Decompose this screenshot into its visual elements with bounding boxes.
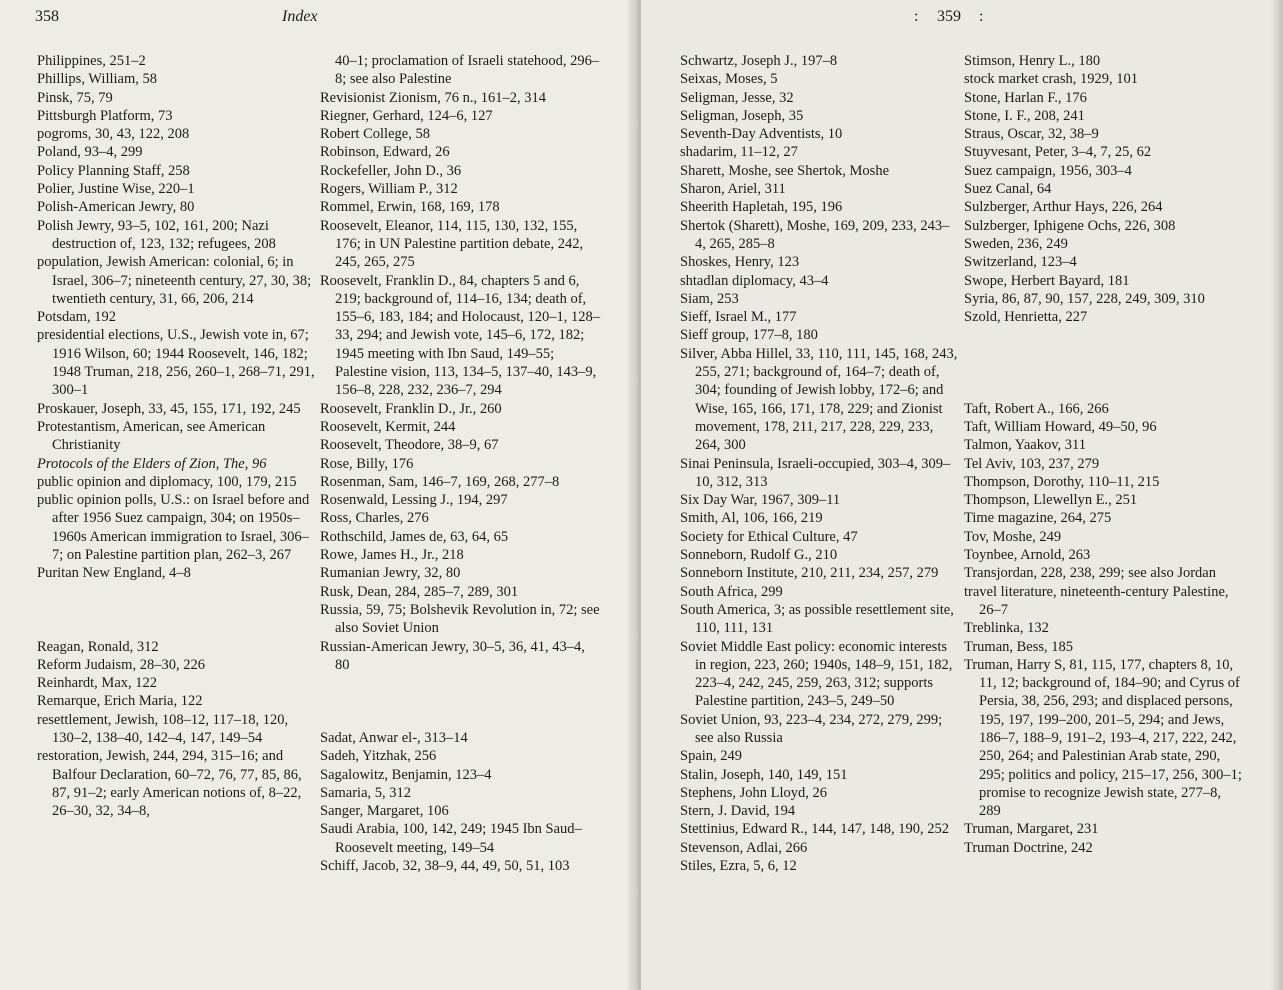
section-gap [964,381,1244,399]
index-entry: Roosevelt, Kermit, 244 [320,418,456,435]
index-entry: Truman, Harry S, 81, 115, 177, chapters 8, 10, 11, 12; background of, 184–90; and Cyrus of Persia, 38, 256, 293; and displaced persons, 195, 197, 199–200, 201–5, 294; and Jews, 186–7, 188–9, 191–2, 193–4, 217, 222, 242, 250, 264; and Palestinian Arab state, 290, 295; politics and policy, 215–17, 256, 300–1; promise to recognize Jewish state, 277–8, 289 [964,656,1242,820]
index-entry: Sonneborn Institute, 210, 211, 234, 257, 279 [680,565,939,582]
header-ornament: : [979,8,984,25]
section-gap [320,674,600,692]
index-entry: Sieff group, 177–8, 180 [680,327,818,344]
index-entry: Rosenwald, Lessing J., 194, 297 [320,492,508,509]
index-entry: Sinai Peninsula, Israeli-occupied, 303–4, 309–10, 312, 313 [680,455,951,490]
index-entry: Sadat, Anwar el-, 313–14 [320,729,468,746]
index-entry: Stone, I. F., 208, 241 [964,107,1085,124]
section-gap [37,601,317,619]
index-entry: Protocols of the Elders of Zion, The, 96 [37,455,267,472]
index-entry: Sheerith Hapletah, 195, 196 [680,199,843,216]
index-entry: Rose, Billy, 176 [320,455,414,472]
index-entry: Switzerland, 123–4 [964,254,1077,271]
index-entry: Russian-American Jewry, 30–5, 36, 41, 43–4, 80 [320,638,585,673]
index-entry: Society for Ethical Culture, 47 [680,528,858,545]
index-entry: Polier, Justine Wise, 220–1 [37,181,195,198]
index-entry: Poland, 93–4, 299 [37,144,143,161]
index-entry: Reform Judaism, 28–30, 226 [37,656,205,673]
section-gap [320,711,600,729]
index-entry: stock market crash, 1929, 101 [964,71,1138,88]
index-entry: Ross, Charles, 276 [320,510,429,527]
index-entry: Rosenman, Sam, 146–7, 169, 268, 277–8 [320,473,560,490]
index-entry: Six Day War, 1967, 309–11 [680,492,841,509]
index-entry: Policy Planning Staff, 258 [37,162,190,179]
index-entry: Sharett, Moshe, see Shertok, Moshe [680,162,890,179]
index-entry: Stevenson, Adlai, 266 [680,839,808,856]
index-entry: Robert College, 58 [320,126,430,143]
index-entry: Suez Canal, 64 [964,181,1052,198]
header-ornament: : [914,8,919,25]
index-column-4 [964,52,1244,857]
index-entry: population, Jewish American: colonial, 6; in Israel, 306–7; nineteenth century, 27, 30, 38; twentieth century, 31, 66, 206, 214 [37,254,312,307]
index-entry: Szold, Henrietta, 227 [964,309,1088,326]
index-entry: Pittsburgh Platform, 73 [37,107,173,124]
index-entry: Sagalowitz, Benjamin, 123–4 [320,766,492,783]
index-entry: South Africa, 299 [680,583,783,600]
index-entry: Stiles, Ezra, 5, 6, 12 [680,858,797,875]
index-entry: Robinson, Edward, 26 [320,144,450,161]
index-entry: Sulzberger, Iphigene Ochs, 226, 308 [964,217,1176,234]
index-entry: Rommel, Erwin, 168, 169, 178 [320,199,500,216]
index-entry: Shoskes, Henry, 123 [680,254,800,271]
index-entry: Saudi Arabia, 100, 142, 249; 1945 Ibn Saud–Roosevelt meeting, 149–54 [320,821,582,856]
index-column-2 [320,52,600,875]
index-entry: Stuyvesant, Peter, 3–4, 7, 25, 62 [964,144,1152,161]
index-entry: Sonneborn, Rudolf G., 210 [680,547,838,564]
index-entry: Toynbee, Arnold, 263 [964,547,1091,564]
index-entry: Proskauer, Joseph, 33, 45, 155, 171, 192, 245 [37,400,301,417]
index-entry: Taft, William Howard, 49–50, 96 [964,418,1157,435]
index-entry: Soviet Middle East policy: economic interests in region, 223, 260; 1940s, 148–9, 151, 182, 223–4, 242, 245, 259, 263, 312; supports Palestine partition, 243–5, 249–50 [680,638,953,710]
page-edge-shadow [1271,0,1283,990]
section-gap [964,345,1244,363]
index-entry: resettlement, Jewish, 108–12, 117–18, 120, 130–2, 138–40, 142–4, 147, 149–54 [37,711,289,746]
section-gap [320,692,600,710]
index-entry: shtadlan diplomacy, 43–4 [680,272,829,289]
index-entry: Rothschild, James de, 63, 64, 65 [320,528,509,545]
index-entry: Stone, Harlan F., 176 [964,89,1087,106]
index-entry: presidential elections, U.S., Jewish vote in, 67; 1916 Wilson, 60; 1944 Roosevelt, 146, 182; 1948 Truman, 218, 256, 260–1, 268–71, 291, 300–1 [37,327,315,399]
index-entry: Rockefeller, John D., 36 [320,162,462,179]
index-entry: Seligman, Jesse, 32 [680,89,794,106]
index-entry: Swope, Herbert Bayard, 181 [964,272,1130,289]
index-entry: Rowe, James H., Jr., 218 [320,547,464,564]
index-entry: Stephens, John Lloyd, 26 [680,784,828,801]
index-entry: Stalin, Joseph, 140, 149, 151 [680,766,848,783]
index-entry: Truman, Margaret, 231 [964,821,1099,838]
left-page [0,0,638,990]
index-entry: Philippines, 251–2 [37,53,146,69]
index-entry: Roosevelt, Theodore, 38–9, 67 [320,437,499,454]
page-number-right: 359 [937,8,961,25]
index-entry: Roosevelt, Franklin D., 84, chapters 5 and 6, 219; background of, 114–16, 134; death of, 155–6, 183, 184; and Holocaust, 120–1, 128–33, 294; and Jewish vote, 145–6, 172, 182; 1945 meeting with Ibn Saud, 149–55; Palestine vision, 113, 134–5, 137–40, 143–9, 156–8, 228, 232, 236–7, 294 [320,272,601,399]
index-entry: Truman, Bess, 185 [964,638,1074,655]
index-entry: Shertok (Sharett), Moshe, 169, 209, 233, 243–4, 265, 285–8 [680,217,950,252]
index-entry: Protestantism, American, see American Christianity [37,418,266,454]
index-entry: Sieff, Israel M., 177 [680,309,797,326]
index-entry: Riegner, Gerhard, 124–6, 127 [320,107,493,124]
index-entry: public opinion and diplomacy, 100, 179, 215 [37,473,297,490]
index-entry: Transjordan, 228, 238, 299; see also Jordan [964,565,1216,582]
index-entry: Polish-American Jewry, 80 [37,199,195,216]
index-entry: Sulzberger, Arthur Hays, 226, 264 [964,199,1163,216]
index-entry: Polish Jewry, 93–5, 102, 161, 200; Nazi destruction of, 123, 132; refugees, 208 [37,217,276,252]
index-entry: Roosevelt, Eleanor, 114, 115, 130, 132, 155, 176; in UN Palestine partition debate, 242, 245, 265, 275 [320,217,584,271]
index-entry: South America, 3; as possible resettlement site, 110, 111, 131 [680,601,954,637]
index-entry: Seventh-Day Adventists, 10 [680,126,843,143]
index-entry: Spain, 249 [680,748,743,765]
index-entry: Tov, Moshe, 249 [964,528,1062,545]
index-entry: Phillips, William, 58 [37,71,157,88]
index-entry: Russia, 59, 75; Bolshevik Revolution in, 72; see also Soviet Union [320,601,600,637]
index-entry: Taft, Robert A., 166, 266 [964,400,1109,417]
index-entry: Remarque, Erich Maria, 122 [37,693,203,710]
index-entry: Silver, Abba Hillel, 33, 110, 111, 145, 168, 243, 255, 271; background of, 164–7; death of, 304; founding of Jewish lobby, 172–6; and Wise, 165, 166, 171, 178, 229; and Zionist movement, 178, 211, 217, 228, 229, 233, 264, 300 [680,345,958,454]
index-entry: Schiff, Jacob, 32, 38–9, 44, 49, 50, 51, 103 [320,858,570,875]
index-entry: Syria, 86, 87, 90, 157, 228, 249, 309, 310 [964,290,1205,307]
index-entry: Rusk, Dean, 284, 285–7, 289, 301 [320,583,519,600]
index-entry: Stimson, Henry L., 180 [964,53,1101,69]
section-gap [964,363,1244,381]
index-entry: travel literature, nineteenth-century Palestine, 26–7 [964,583,1229,618]
index-entry: Revisionist Zionism, 76 n., 161–2, 314 [320,89,546,106]
index-entry: Puritan New England, 4–8 [37,565,191,582]
index-column-1 [37,52,317,820]
index-entry: public opinion polls, U.S.: on Israel before and after 1956 Suez campaign, 304; on 1950s–1960s American immigration to Israel, 306–7; on Palestine partition plan, 262–3, 267 [37,492,310,564]
index-entry: Truman Doctrine, 242 [964,839,1093,856]
index-entry: Rogers, William P., 312 [320,181,458,198]
index-entry: Sweden, 236, 249 [964,235,1068,252]
index-entry: 40–1; proclamation of Israeli statehood, 296–8; see also Palestine [335,53,600,88]
section-gap [37,619,317,637]
section-gap [37,583,317,601]
index-entry: Reinhardt, Max, 122 [37,675,158,692]
index-entry: Talmon, Yaakov, 311 [964,437,1086,454]
index-column-3 [680,52,960,875]
index-entry: pogroms, 30, 43, 122, 208 [37,126,190,143]
index-entry: Time magazine, 264, 275 [964,510,1112,527]
index-entry: restoration, Jewish, 244, 294, 315–16; and Balfour Declaration, 60–72, 76, 77, 85, 86, 87, 91–2; early American notions of, 8–22, 26–30, 32, 34–8, [37,748,302,820]
index-entry: Tel Aviv, 103, 237, 279 [964,455,1100,472]
index-entry: Rumanian Jewry, 32, 80 [320,565,461,582]
index-entry: Stern, J. David, 194 [680,803,796,820]
index-entry: Seixas, Moses, 5 [680,71,778,88]
index-entry: Straus, Oscar, 32, 38–9 [964,126,1099,143]
index-entry: Potsdam, 192 [37,309,116,326]
index-entry: shadarim, 11–12, 27 [680,144,798,161]
index-entry: Suez campaign, 1956, 303–4 [964,162,1132,179]
index-entry: Thompson, Llewellyn E., 251 [964,492,1138,509]
index-entry: Soviet Union, 93, 223–4, 234, 272, 279, 299; see also Russia [680,711,943,746]
index-entry: Treblinka, 132 [964,620,1049,637]
index-entry: Smith, Al, 106, 166, 219 [680,510,823,527]
index-entry: Samaria, 5, 312 [320,784,412,801]
index-entry: Thompson, Dorothy, 110–11, 215 [964,473,1160,490]
index-entry: Roosevelt, Franklin D., Jr., 260 [320,400,502,417]
index-entry: Sadeh, Yitzhak, 256 [320,748,437,765]
index-entry: Schwartz, Joseph J., 197–8 [680,53,838,69]
index-entry: Sanger, Margaret, 106 [320,803,449,820]
index-entry: Seligman, Joseph, 35 [680,107,804,124]
index-entry: Siam, 253 [680,290,739,307]
running-title: Index [282,8,318,25]
section-gap [964,326,1244,344]
index-entry: Stettinius, Edward R., 144, 147, 148, 190, 252 [680,821,950,838]
index-entry: Reagan, Ronald, 312 [37,638,159,655]
page-number-left: 358 [35,8,59,25]
index-entry: Pinsk, 75, 79 [37,89,113,106]
index-entry: Sharon, Ariel, 311 [680,181,786,198]
